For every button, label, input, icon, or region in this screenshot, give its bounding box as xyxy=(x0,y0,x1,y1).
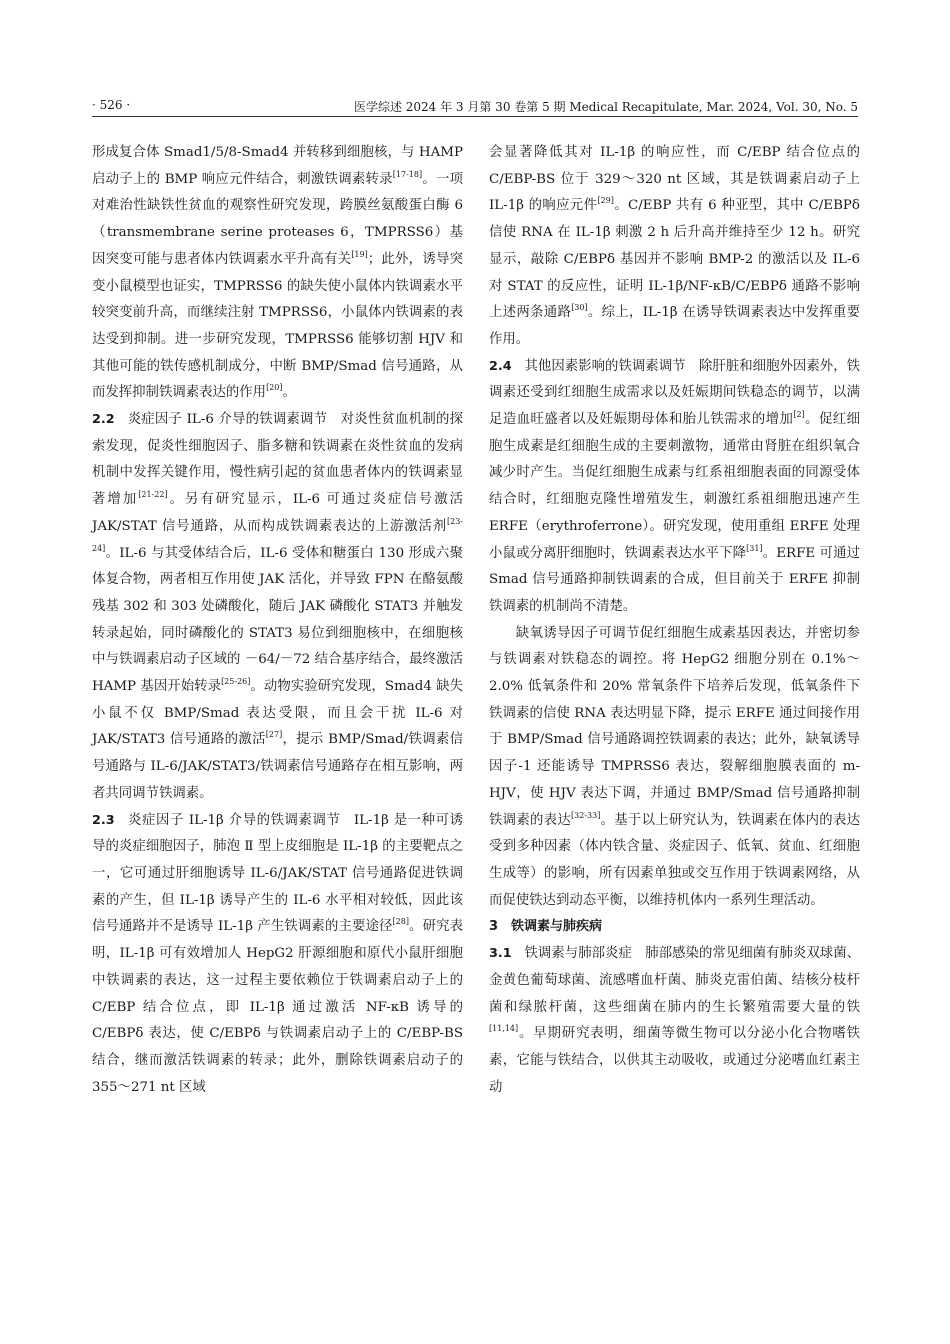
reference[interactable]: [29] xyxy=(597,196,614,206)
section-2-2: 2.2 炎症因子 IL-6 介导的铁调素调节 对炎性贫血机制的探索发现，促炎性细胞因子、脂多糖和铁调素在炎性贫血的发病机制中发挥关键作用，慢性病引起的贫血患者体内的铁调素显著增加[21-22]。另有研究显示，IL-6 可通过炎症信号激活 JAK/STAT 信号通路，从而构成铁调素表达的上游激活剂[23-24]。IL-6 与其受体结合后，IL-6 受体和糖蛋白 130 形成六聚体复合物，两者相互作用使 JAK 活化，并导致 FPN 在酪氨酸残基 302 和 303 处磷酸化，随后 JAK 磷酸化 STAT3 并触发转录起始，同时磷酸化的 STAT3 易位到细胞核中，在细胞核中与铁调素启动子区域的 －64/－72 结合基序结合，最终激活 HAMP 基因开始转录[25-26]。动物实验研究发现，Smad4 缺失小鼠不仅 BMP/Smad 表达受限，而且会干扰 IL-6 对 JAK/STAT3 信号通路的激活[27]，提示 BMP/Smad/铁调素信号通路与 IL-6/JAK/STAT3/铁调素信号通路存在相互影响，两者共同调节铁调素。 xyxy=(92,412,464,801)
section-title: 其他因素影响的铁调素调节 xyxy=(524,358,686,374)
reference[interactable]: [17-18] xyxy=(392,169,423,179)
paragraph: 形成复合体 Smad1/5/8-Smad4 并转移到细胞核，与 HAMP 启动子上的 BMP 响应元件结合，刺激铁调素转录[17-18]。一项对难治性缺铁性贫血的观察性研究发现，跨膜丝氨酸蛋白酶 6（transmembrane serine proteases 6，TMPRSS6）基因突变可能与患者体内铁调素水平升高有关[19]；此外，诱导突变小鼠模型也证实，TMPRSS6 的缺失使小鼠体内铁调素水平较突变前升高，而继续注射 TMPRSS6，小鼠体内铁调素的表达受到抑制。进一步研究发现，TMPRSS6 能够切割 HJV 和其他可能的铁传感机制成分，中断 BMP/Smad 信号通路，从而发挥抑制铁调素表达的作用[20]。 xyxy=(92,145,464,401)
section-title: 炎症因子 IL-6 介导的铁调素调节 xyxy=(127,412,328,428)
reference[interactable]: [28] xyxy=(392,917,409,927)
section-number: 2.3 xyxy=(92,812,115,828)
heading-3 xyxy=(489,914,860,941)
reference[interactable]: [23-24] xyxy=(92,516,463,553)
section-number: 2.2 xyxy=(92,412,115,428)
right-column xyxy=(489,140,860,1101)
reference[interactable]: [27] xyxy=(265,730,283,740)
section-2-3: 2.3 炎症因子 IL-1β 介导的铁调素调节 IL-1β 是一种可诱导的炎症细胞因子，肺泡 Ⅱ 型上皮细胞是 IL-1β 的主要靶点之一，它可通过肝细胞诱导 IL-6/JAK/STAT 信号通路促进铁调素的产生，但 IL-1β 诱导产生的 IL-6 水平相对较低，因此该信号通路并不是诱导 IL-1β 产生铁调素的主要途径[28]。研究表明，IL-1β 可有效增加人 HepG2 肝源细胞和原代小鼠肝细胞中铁调素的表达，这一过程主要依赖位于铁调素启动子上的 C/EBP 结合位点，即 IL-1β 通过激活 NF-κB 诱导的 C/EBPδ 表达，使 C/EBPδ 与铁调素启动子上的 C/EBP-BS 结合，继而激活铁调素的转录；此外，删除铁调素启动子的 355～271 nt 区域 xyxy=(92,812,463,1095)
paragraph: 缺氧诱导因子可调节促红细胞生成素基因表达，并密切参与铁调素对铁稳态的调控。将 HepG2 细胞分别在 0.1%～2.0% 低氧条件和 20% 常氧条件下培养后发现，低氧条件下铁调素的信使 RNA 表达明显下降，提示 ERFE 通过间接作用于 BMP/Smad 信号通路调控铁调素的表达；此外，缺氧诱导因子-1 还能诱导 TMPRSS6 表达，裂解细胞膜表面的 m-HJV，使 HJV 表达下调，并通过 BMP/Smad 信号通路抑制铁调素的表达[32-33]。基于以上研究认为，铁调素在体内的表达受到多种因素（体内铁含量、炎症因子、低氧、贫血、红细胞生成等）的影响，所有因素单独或交互作用于铁调素网络，从而促使铁达到动态平衡，以维持机体内一系列生理活动。 xyxy=(489,625,861,908)
paragraph: 会显著降低其对 IL-1β 的响应性，而 C/EBP 结合位点的 C/EBP-BS 位于 329～320 nt 区域，其是铁调素启动子上 IL-1β 的响应元件[29]。C/EBP 共有 6 种亚型，其中 C/EBPδ 信使 RNA 在 IL-1β 刺激 2 h 后升高并维持至少 12 h。研究显示，敲除 C/EBPδ 基因并不影响 BMP-2 的激活以及 IL-6 对 STAT 的反应性，证明 IL-1β/NF-κB/C/EBPδ 通路不影响上述两条通路[30]。综上，IL-1β 在诱导铁调素表达中发挥重要作用。 xyxy=(489,145,860,347)
page-number: · 526 · xyxy=(92,98,131,112)
section-3-1: 3.1 铁调素与肺部炎症 肺部感染的常见细菌有肺炎双球菌、金黄色葡萄球菌、流感嗜血杆菌、肺炎克雷伯菌、结核分枝杆菌和绿脓杆菌，这些细菌在肺内的生长繁殖需要大量的铁[11,14]。早期研究表明，细菌等微生物可以分泌小化合物嗜铁素，它能与铁结合，以供其主动吸收，或通过分泌嗜血红素主动 xyxy=(489,946,861,1095)
reference[interactable]: [21-22] xyxy=(138,490,168,500)
left-column xyxy=(92,140,463,1101)
section-number: 3.1 xyxy=(489,946,512,962)
reference[interactable]: [31] xyxy=(746,543,763,553)
section-2-4: 2.4 其他因素影响的铁调素调节 除肝脏和细胞外因素外，铁调素还受到红细胞生成需求以及妊娠期间铁稳态的调节，以满足造血旺盛者以及妊娠期母体和胎儿铁需求的增加[2]。促红细胞生成素是红细胞生成的主要刺激物，通常由肾脏在组织氧合减少时产生。当促红细胞生成素与红系祖细胞表面的同源受体结合时，红细胞克隆性增殖发生，刺激红系祖细胞迅速产生 ERFE（erythroferrone）。研究发现，使用重组 ERFE 处理小鼠或分离肝细胞时，铁调素表达水平下降[31]。ERFE 可通过 Smad 信号通路抑制铁调素的合成，但目前关于 ERFE 抑制铁调素的机制尚不清楚。 xyxy=(489,358,861,614)
heading-number: 3 xyxy=(489,919,499,935)
reference[interactable]: [25-26] xyxy=(221,677,251,687)
journal-citation: 医学综述 2024 年 3 月第 30 卷第 5 期 Medical Recapitulate, Mar. 2024, Vol. 30, No. 5 xyxy=(353,100,858,114)
heading-title: 铁调素与肺疾病 xyxy=(511,919,603,935)
reference[interactable]: [19] xyxy=(351,249,368,259)
reference[interactable]: [20] xyxy=(266,383,283,393)
running-header xyxy=(92,96,858,117)
section-title: 炎症因子 IL-1β 介导的铁调素调节 xyxy=(127,812,341,828)
reference[interactable]: [30] xyxy=(571,303,588,313)
section-title: 铁调素与肺部炎症 xyxy=(524,946,632,962)
section-number: 2.4 xyxy=(489,358,512,374)
reference[interactable]: [32-33] xyxy=(571,810,601,820)
reference[interactable]: [11,14] xyxy=(489,1024,519,1034)
reference[interactable]: [2] xyxy=(793,410,805,420)
